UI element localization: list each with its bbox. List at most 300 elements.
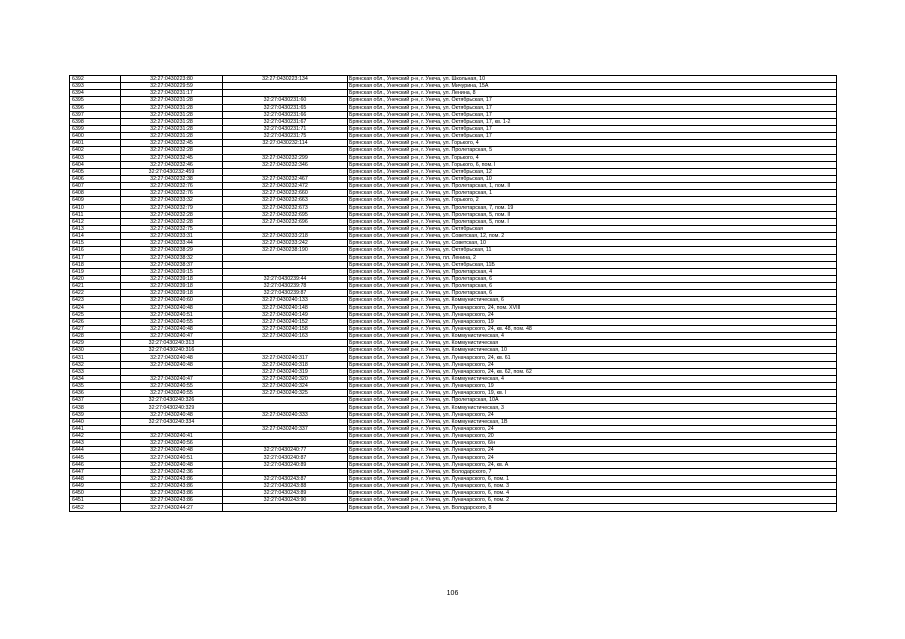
address-cell: Брянская обл., Унечский р-н, г. Унеча, ул. Луначарского, 19	[348, 318, 837, 325]
object-cadastral-number-cell	[223, 347, 348, 354]
row-number-cell: 6422	[70, 290, 121, 297]
land-cadastral-number-cell: 32:27:0430232:75	[121, 225, 223, 232]
row-number-cell: 6452	[70, 504, 121, 511]
row-number-cell: 6426	[70, 318, 121, 325]
table-row	[70, 147, 837, 154]
table-row	[70, 490, 837, 497]
address-cell: Брянская обл., Унечский р-н, г. Унеча, ул. Горького, 4	[348, 140, 837, 147]
table-row	[70, 183, 837, 190]
land-cadastral-number-cell: 32:27:0430240:60	[121, 297, 223, 304]
table-row	[70, 233, 837, 240]
object-cadastral-number-cell: 32:27:0430231:75	[223, 133, 348, 140]
land-cadastral-number-cell: 32:27:0430232:79	[121, 204, 223, 211]
row-number-cell: 6408	[70, 190, 121, 197]
row-number-cell: 6402	[70, 147, 121, 154]
address-cell: Брянская обл., Унечский р-н, г. Унеча, ул. Луначарского, 6, пом. 4	[348, 490, 837, 497]
land-cadastral-number-cell	[121, 425, 223, 432]
table-row	[70, 397, 837, 404]
address-cell: Брянская обл., Унечский р-н, г. Унеча, ул. Октябрьская, 17	[348, 104, 837, 111]
address-cell: Брянская обл., Унечский р-н, г. Унеча, ул. Октябрьская, 17, кв. 1-2	[348, 118, 837, 125]
row-number-cell: 6436	[70, 390, 121, 397]
address-cell: Брянская обл., Унечский р-н, г. Унеча, ул. Октябрьская, 11Б	[348, 261, 837, 268]
land-cadastral-number-cell: 32:27:0430240:48	[121, 447, 223, 454]
row-number-cell: 6401	[70, 140, 121, 147]
table-row	[70, 211, 837, 218]
address-cell: Брянская обл., Унечский р-н, г. Унеча, ул. Пролетарская, 5, пом. II	[348, 211, 837, 218]
row-number-cell: 6435	[70, 383, 121, 390]
object-cadastral-number-cell: 32:27:0430240:158	[223, 325, 348, 332]
address-cell: Брянская обл., Унечский р-н, г. Унеча, ул. Пролетарская, 1	[348, 190, 837, 197]
land-cadastral-number-cell: 32:27:0430239:18	[121, 290, 223, 297]
row-number-cell: 6418	[70, 261, 121, 268]
land-cadastral-number-cell: 32:27:0430231:28	[121, 133, 223, 140]
row-number-cell: 6451	[70, 497, 121, 504]
row-number-cell: 6399	[70, 125, 121, 132]
row-number-cell: 6416	[70, 247, 121, 254]
land-cadastral-number-cell: 32:27:0430242:36	[121, 468, 223, 475]
table-row	[70, 268, 837, 275]
object-cadastral-number-cell	[223, 440, 348, 447]
object-cadastral-number-cell: 32:27:0430243:87	[223, 475, 348, 482]
land-cadastral-number-cell: 32:27:0430240:41	[121, 433, 223, 440]
land-cadastral-number-cell: 32:27:0430232:46	[121, 161, 223, 168]
table-row	[70, 447, 837, 454]
address-cell: Брянская обл., Унечский р-н, г. Унеча, ул. Пролетарская, 4	[348, 268, 837, 275]
table-row	[70, 190, 837, 197]
row-number-cell: 6412	[70, 218, 121, 225]
row-number-cell: 6398	[70, 118, 121, 125]
row-number-cell: 6434	[70, 375, 121, 382]
table-row	[70, 361, 837, 368]
row-number-cell: 6392	[70, 76, 121, 83]
object-cadastral-number-cell: 32:27:0430239:78	[223, 283, 348, 290]
address-cell: Брянская обл., Унечский р-н, г. Унеча, ул. Коммунистическая, 1В	[348, 418, 837, 425]
table-row	[70, 261, 837, 268]
object-cadastral-number-cell: 32:27:0430233:242	[223, 240, 348, 247]
row-number-cell: 6419	[70, 268, 121, 275]
land-cadastral-number-cell: 32:27:0430231:28	[121, 104, 223, 111]
address-cell: Брянская обл., Унечский р-н, г. Унеча, ул. Луначарского, 6, пом. 2	[348, 497, 837, 504]
object-cadastral-number-cell: 32:27:0430239:87	[223, 290, 348, 297]
row-number-cell: 6441	[70, 425, 121, 432]
row-number-cell: 6396	[70, 104, 121, 111]
object-cadastral-number-cell: 32:27:0430232:467	[223, 175, 348, 182]
row-number-cell: 6450	[70, 490, 121, 497]
object-cadastral-number-cell	[223, 468, 348, 475]
object-cadastral-number-cell	[223, 147, 348, 154]
page-number: 106	[446, 590, 459, 597]
object-cadastral-number-cell: 32:27:0430240:319	[223, 368, 348, 375]
object-cadastral-number-cell: 32:27:0430232:673	[223, 204, 348, 211]
address-cell: Брянская обл., Унечский р-н, г. Унеча, ул. Советская, 10	[348, 240, 837, 247]
table-row	[70, 218, 837, 225]
row-number-cell: 6443	[70, 440, 121, 447]
object-cadastral-number-cell: 32:27:0430232:695	[223, 211, 348, 218]
land-cadastral-number-cell: 32:27:0430238:37	[121, 261, 223, 268]
table-row	[70, 111, 837, 118]
row-number-cell: 6438	[70, 404, 121, 411]
address-cell: Брянская обл., Унечский р-н, г. Унеча, ул. Пролетарская, 7, пом. 19	[348, 204, 837, 211]
table-row	[70, 247, 837, 254]
land-cadastral-number-cell: 32:27:0430239:15	[121, 268, 223, 275]
land-cadastral-number-cell: 32:27:0430240:47	[121, 333, 223, 340]
land-cadastral-number-cell: 32:27:0430243:86	[121, 475, 223, 482]
table-row	[70, 161, 837, 168]
address-cell: Брянская обл., Унечский р-н, г. Унеча, ул. Коммунистическая, 3	[348, 404, 837, 411]
address-cell: Брянская обл., Унечский р-н, г. Унеча, ул. Луначарского, 24	[348, 425, 837, 432]
object-cadastral-number-cell	[223, 90, 348, 97]
table-row	[70, 318, 837, 325]
address-cell: Брянская обл., Унечский р-н, г. Унеча, ул. Луначарского, 24, кв. 48, пом. 48	[348, 325, 837, 332]
address-cell: Брянская обл., Унечский р-н, г. Унеча, ул. Луначарского, 24	[348, 411, 837, 418]
table-row	[70, 197, 837, 204]
address-cell: Брянская обл., Унечский р-н, г. Унеча, ул. Октябрьская, 17	[348, 125, 837, 132]
object-cadastral-number-cell: 32:27:0430240:149	[223, 311, 348, 318]
land-cadastral-number-cell: 32:27:0430232:45	[121, 154, 223, 161]
land-cadastral-number-cell: 32:27:0430232:38	[121, 175, 223, 182]
address-cell: Брянская обл., Унечский р-н, г. Унеча, ул. Луначарского, 20	[348, 433, 837, 440]
object-cadastral-number-cell: 32:27:0430232:663	[223, 197, 348, 204]
object-cadastral-number-cell: 32:27:0430223:134	[223, 76, 348, 83]
address-cell: Брянская обл., Унечский р-н, г. Унеча, ул. Октябрьская, 11	[348, 247, 837, 254]
land-cadastral-number-cell: 32:27:0430240:55	[121, 318, 223, 325]
row-number-cell: 6448	[70, 475, 121, 482]
land-cadastral-number-cell: 32:27:0430231:28	[121, 118, 223, 125]
object-cadastral-number-cell: 32:27:0430243:88	[223, 483, 348, 490]
address-cell: Брянская обл., Унечский р-н, г. Унеча, ул. Луначарского, 6, пом. 1	[348, 475, 837, 482]
row-number-cell: 6442	[70, 433, 121, 440]
address-cell: Брянская обл., Унечский р-н, г. Унеча, ул. Октябрьская, 17	[348, 133, 837, 140]
land-cadastral-number-cell: 32:27:0430229:59	[121, 83, 223, 90]
land-cadastral-number-cell: 32:27:0430243:86	[121, 490, 223, 497]
address-cell: Брянская обл., Унечский р-н, г. Унеча, ул. Октябрьская	[348, 225, 837, 232]
land-cadastral-number-cell: 32:27:0430232:76	[121, 183, 223, 190]
address-cell: Брянская обл., Унечский р-н, г. Унеча, ул. Пролетарская, 5	[348, 147, 837, 154]
object-cadastral-number-cell: 32:27:0430232:346	[223, 161, 348, 168]
address-cell: Брянская обл., Унечский р-н, г. Унеча, ул. Октябрьская, 10	[348, 175, 837, 182]
land-cadastral-number-cell: 32:27:0430232:28	[121, 211, 223, 218]
land-cadastral-number-cell	[121, 368, 223, 375]
table-row	[70, 290, 837, 297]
land-cadastral-number-cell: 32:27:0430244:27	[121, 504, 223, 511]
table-row	[70, 504, 837, 511]
address-cell: Брянская обл., Унечский р-н, г. Унеча, ул. Коммунистическая, 4	[348, 375, 837, 382]
address-cell: Брянская обл., Унечский р-н, г. Унеча, ул. Горького, 6, пом. I	[348, 161, 837, 168]
row-number-cell: 6433	[70, 368, 121, 375]
address-cell: Брянская обл., Унечский р-н, г. Унеча, ул. Луначарского, 6/н	[348, 440, 837, 447]
table-row	[70, 411, 837, 418]
row-number-cell: 6403	[70, 154, 121, 161]
address-cell: Брянская обл., Унечский р-н, г. Унеча, ул. Коммунистическая, 4	[348, 333, 837, 340]
object-cadastral-number-cell	[223, 404, 348, 411]
table-row	[70, 475, 837, 482]
table-row	[70, 140, 837, 147]
address-cell: Брянская обл., Унечский р-н, г. Унеча, ул. Луначарского, 24, кв. А	[348, 461, 837, 468]
table-row	[70, 275, 837, 282]
row-number-cell: 6394	[70, 90, 121, 97]
address-cell: Брянская обл., Унечский р-н, г. Унеча, ул. Луначарского, 6, пом. 3	[348, 483, 837, 490]
land-cadastral-number-cell: 32:27:0430239:18	[121, 283, 223, 290]
row-number-cell: 6420	[70, 275, 121, 282]
table-row	[70, 240, 837, 247]
land-cadastral-number-cell: 32:27:0430238:29	[121, 247, 223, 254]
land-cadastral-number-cell: 32:27:0430240:48	[121, 325, 223, 332]
land-cadastral-number-cell: 32:27:0430240:48	[121, 304, 223, 311]
table-row	[70, 118, 837, 125]
table-row	[70, 104, 837, 111]
table-row	[70, 125, 837, 132]
row-number-cell: 6445	[70, 454, 121, 461]
object-cadastral-number-cell: 32:27:0430238:190	[223, 247, 348, 254]
land-cadastral-number-cell: 32:27:0430240:56	[121, 440, 223, 447]
row-number-cell: 6423	[70, 297, 121, 304]
land-cadastral-number-cell: 32:27:0430240:334	[121, 418, 223, 425]
address-cell: Брянская обл., Унечский р-н, г. Унеча, ул. Ленина, 8	[348, 90, 837, 97]
row-number-cell: 6417	[70, 254, 121, 261]
object-cadastral-number-cell	[223, 418, 348, 425]
address-cell: Брянская обл., Унечский р-н, г. Унеча, ул. Луначарского, 24	[348, 447, 837, 454]
land-cadastral-number-cell: 32:27:0430239:18	[121, 275, 223, 282]
row-number-cell: 6393	[70, 83, 121, 90]
table-row	[70, 325, 837, 332]
address-cell: Брянская обл., Унечский р-н, г. Унеча, ул. Луначарского, 19	[348, 383, 837, 390]
address-cell: Брянская обл., Унечский р-н, г. Унеча, ул. Пролетарская, 5, пом. I	[348, 218, 837, 225]
row-number-cell: 6395	[70, 97, 121, 104]
row-number-cell: 6406	[70, 175, 121, 182]
land-cadastral-number-cell: 32:27:0430233:31	[121, 233, 223, 240]
table-row	[70, 354, 837, 361]
land-cadastral-number-cell: 32:27:0430240:313	[121, 340, 223, 347]
address-cell: Брянская обл., Унечский р-н, г. Унеча, ул. Луначарского, 24, пом. XVIII	[348, 304, 837, 311]
row-number-cell: 6428	[70, 333, 121, 340]
object-cadastral-number-cell: 32:27:0430240:87	[223, 454, 348, 461]
object-cadastral-number-cell: 32:27:0430240:318	[223, 361, 348, 368]
object-cadastral-number-cell: 32:27:0430232:696	[223, 218, 348, 225]
address-cell: Брянская обл., Унечский р-н, г. Унеча, ул. Луначарского, 24	[348, 454, 837, 461]
table-row	[70, 383, 837, 390]
row-number-cell: 6411	[70, 211, 121, 218]
address-cell: Брянская обл., Унечский р-н, г. Унеча, ул. Советская, 12, пом. 2	[348, 233, 837, 240]
land-cadastral-number-cell: 32:27:0430240:51	[121, 454, 223, 461]
row-number-cell: 6424	[70, 304, 121, 311]
table-row	[70, 461, 837, 468]
object-cadastral-number-cell: 32:27:0430240:333	[223, 411, 348, 418]
row-number-cell: 6413	[70, 225, 121, 232]
address-cell: Брянская обл., Унечский р-н, г. Унеча, ул. Коммунистическая	[348, 340, 837, 347]
address-cell: Брянская обл., Унечский р-н, г. Унеча, ул. Октябрьская, 12	[348, 168, 837, 175]
row-number-cell: 6427	[70, 325, 121, 332]
address-cell: Брянская обл., Унечский р-н, г. Унеча, ул. Горького, 2	[348, 197, 837, 204]
object-cadastral-number-cell: 32:27:0430240:163	[223, 333, 348, 340]
table-row	[70, 483, 837, 490]
land-cadastral-number-cell: 32:27:0430232:28	[121, 218, 223, 225]
table-row	[70, 225, 837, 232]
table-row	[70, 90, 837, 97]
land-cadastral-number-cell: 32:27:0430232:76	[121, 190, 223, 197]
row-number-cell: 6444	[70, 447, 121, 454]
object-cadastral-number-cell: 32:27:0430232:299	[223, 154, 348, 161]
table-row	[70, 375, 837, 382]
address-cell: Брянская обл., Унечский р-н, г. Унеча, ул. Мичурина, 15А	[348, 83, 837, 90]
row-number-cell: 6449	[70, 483, 121, 490]
land-cadastral-number-cell: 32:27:0430231:28	[121, 125, 223, 132]
address-cell: Брянская обл., Унечский р-н, г. Унеча, ул. Октябрьская, 17	[348, 97, 837, 104]
land-cadastral-number-cell: 32:27:0430240:47	[121, 375, 223, 382]
table-row	[70, 97, 837, 104]
land-cadastral-number-cell: 32:27:0430240:55	[121, 383, 223, 390]
address-cell: Брянская обл., Унечский р-н, г. Унеча, ул. Луначарского, 19, кв. I	[348, 390, 837, 397]
land-cadastral-number-cell: 32:27:0430231:28	[121, 97, 223, 104]
land-cadastral-number-cell: 32:27:0430240:329	[121, 404, 223, 411]
land-cadastral-number-cell: 32:27:0430231:17	[121, 90, 223, 97]
row-number-cell: 6397	[70, 111, 121, 118]
object-cadastral-number-cell: 32:27:0430243:89	[223, 490, 348, 497]
object-cadastral-number-cell: 32:27:0430243:90	[223, 497, 348, 504]
address-cell: Брянская обл., Унечский р-н, г. Унеча, ул. Горького, 4	[348, 154, 837, 161]
address-cell: Брянская обл., Унечский р-н, г. Унеча, ул. Школьная, 10	[348, 76, 837, 83]
object-cadastral-number-cell	[223, 83, 348, 90]
row-number-cell: 6430	[70, 347, 121, 354]
address-cell: Брянская обл., Унечский р-н, г. Унеча, ул. Пролетарская, 6	[348, 290, 837, 297]
table-row	[70, 175, 837, 182]
object-cadastral-number-cell: 32:27:0430231:60	[223, 97, 348, 104]
object-cadastral-number-cell: 32:27:0430240:77	[223, 447, 348, 454]
table-row	[70, 433, 837, 440]
table-row	[70, 297, 837, 304]
property-registry-table	[69, 75, 837, 512]
row-number-cell: 6414	[70, 233, 121, 240]
row-number-cell: 6440	[70, 418, 121, 425]
object-cadastral-number-cell: 32:27:0430240:152	[223, 318, 348, 325]
address-cell: Брянская обл., Унечский р-н, г. Унеча, ул. Коммунистическая, 10	[348, 347, 837, 354]
land-cadastral-number-cell: 32:27:0430240:55	[121, 390, 223, 397]
registry-table-body	[70, 76, 837, 512]
land-cadastral-number-cell: 32:27:0430231:28	[121, 111, 223, 118]
object-cadastral-number-cell	[223, 433, 348, 440]
address-cell: Брянская обл., Унечский р-н, г. Унеча, ул. Пролетарская, 10А	[348, 397, 837, 404]
object-cadastral-number-cell: 32:27:0430232:114	[223, 140, 348, 147]
row-number-cell: 6429	[70, 340, 121, 347]
address-cell: Брянская обл., Унечский р-н, г. Унеча, ул. Коммунистическая, 6	[348, 297, 837, 304]
row-number-cell: 6432	[70, 361, 121, 368]
address-cell: Брянская обл., Унечский р-н, г. Унеча, ул. Володарского, 8	[348, 504, 837, 511]
table-row	[70, 340, 837, 347]
table-row	[70, 425, 837, 432]
object-cadastral-number-cell: 32:27:0430240:337	[223, 425, 348, 432]
object-cadastral-number-cell: 32:27:0430240:133	[223, 297, 348, 304]
land-cadastral-number-cell: 32:27:0430238:32	[121, 254, 223, 261]
land-cadastral-number-cell: 32:27:0430232:28	[121, 147, 223, 154]
table-row	[70, 390, 837, 397]
object-cadastral-number-cell	[223, 225, 348, 232]
land-cadastral-number-cell: 32:27:0430240:48	[121, 461, 223, 468]
address-cell: Брянская обл., Унечский р-н, г. Унеча, ул. Пролетарская, 6	[348, 283, 837, 290]
row-number-cell: 6447	[70, 468, 121, 475]
address-cell: Брянская обл., Унечский р-н, г. Унеча, ул. Луначарского, 24	[348, 311, 837, 318]
row-number-cell: 6437	[70, 397, 121, 404]
table-row	[70, 76, 837, 83]
object-cadastral-number-cell	[223, 504, 348, 511]
table-row	[70, 440, 837, 447]
object-cadastral-number-cell: 32:27:0430231:66	[223, 111, 348, 118]
row-number-cell: 6425	[70, 311, 121, 318]
land-cadastral-number-cell: 32:27:0430240:51	[121, 311, 223, 318]
land-cadastral-number-cell: 32:27:0430232:45	[121, 140, 223, 147]
row-number-cell: 6421	[70, 283, 121, 290]
object-cadastral-number-cell: 32:27:0430231:67	[223, 118, 348, 125]
object-cadastral-number-cell: 32:27:0430240:317	[223, 354, 348, 361]
land-cadastral-number-cell: 32:27:0430232:459	[121, 168, 223, 175]
object-cadastral-number-cell	[223, 268, 348, 275]
land-cadastral-number-cell: 32:27:0430233:32	[121, 197, 223, 204]
table-row	[70, 283, 837, 290]
table-row	[70, 347, 837, 354]
table-row	[70, 168, 837, 175]
land-cadastral-number-cell: 32:27:0430233:44	[121, 240, 223, 247]
object-cadastral-number-cell	[223, 261, 348, 268]
table-row	[70, 497, 837, 504]
object-cadastral-number-cell: 32:27:0430239:44	[223, 275, 348, 282]
row-number-cell: 6405	[70, 168, 121, 175]
table-row	[70, 254, 837, 261]
land-cadastral-number-cell: 32:27:0430243:86	[121, 497, 223, 504]
table-row	[70, 311, 837, 318]
row-number-cell: 6431	[70, 354, 121, 361]
address-cell: Брянская обл., Унечский р-н, г. Унеча, ул. Луначарского, 24, кв. 62, пом. 62	[348, 368, 837, 375]
object-cadastral-number-cell: 32:27:0430240:325	[223, 390, 348, 397]
address-cell: Брянская обл., Унечский р-н, г. Унеча, ул. Володарского, 7	[348, 468, 837, 475]
object-cadastral-number-cell	[223, 254, 348, 261]
table-row	[70, 304, 837, 311]
land-cadastral-number-cell: 32:27:0430223:80	[121, 76, 223, 83]
object-cadastral-number-cell	[223, 168, 348, 175]
object-cadastral-number-cell	[223, 397, 348, 404]
object-cadastral-number-cell: 32:27:0430232:660	[223, 190, 348, 197]
row-number-cell: 6415	[70, 240, 121, 247]
object-cadastral-number-cell	[223, 340, 348, 347]
object-cadastral-number-cell: 32:27:0430240:89	[223, 461, 348, 468]
object-cadastral-number-cell: 32:27:0430232:472	[223, 183, 348, 190]
table-row	[70, 154, 837, 161]
object-cadastral-number-cell: 32:27:0430240:320	[223, 375, 348, 382]
table-row	[70, 454, 837, 461]
land-cadastral-number-cell: 32:27:0430240:316	[121, 347, 223, 354]
row-number-cell: 6409	[70, 197, 121, 204]
table-row	[70, 468, 837, 475]
address-cell: Брянская обл., Унечский р-н, г. Унеча, ул. Пролетарская, 6	[348, 275, 837, 282]
object-cadastral-number-cell: 32:27:0430240:148	[223, 304, 348, 311]
row-number-cell: 6439	[70, 411, 121, 418]
land-cadastral-number-cell: 32:27:0430240:326	[121, 397, 223, 404]
table-row	[70, 404, 837, 411]
row-number-cell: 6410	[70, 204, 121, 211]
table-row	[70, 418, 837, 425]
address-cell: Брянская обл., Унечский р-н, г. Унеча, ул. Луначарского, 24, кв. 61	[348, 354, 837, 361]
object-cadastral-number-cell: 32:27:0430231:65	[223, 104, 348, 111]
table-row	[70, 368, 837, 375]
address-cell: Брянская обл., Унечский р-н, г. Унеча, пл. Ленина, 2	[348, 254, 837, 261]
object-cadastral-number-cell: 32:27:0430233:218	[223, 233, 348, 240]
address-cell: Брянская обл., Унечский р-н, г. Унеча, ул. Пролетарская, 1, пом. II	[348, 183, 837, 190]
row-number-cell: 6400	[70, 133, 121, 140]
table-row	[70, 83, 837, 90]
object-cadastral-number-cell: 32:27:0430231:71	[223, 125, 348, 132]
land-cadastral-number-cell: 32:27:0430240:48	[121, 411, 223, 418]
object-cadastral-number-cell: 32:27:0430240:324	[223, 383, 348, 390]
row-number-cell: 6446	[70, 461, 121, 468]
row-number-cell: 6407	[70, 183, 121, 190]
row-number-cell: 6404	[70, 161, 121, 168]
